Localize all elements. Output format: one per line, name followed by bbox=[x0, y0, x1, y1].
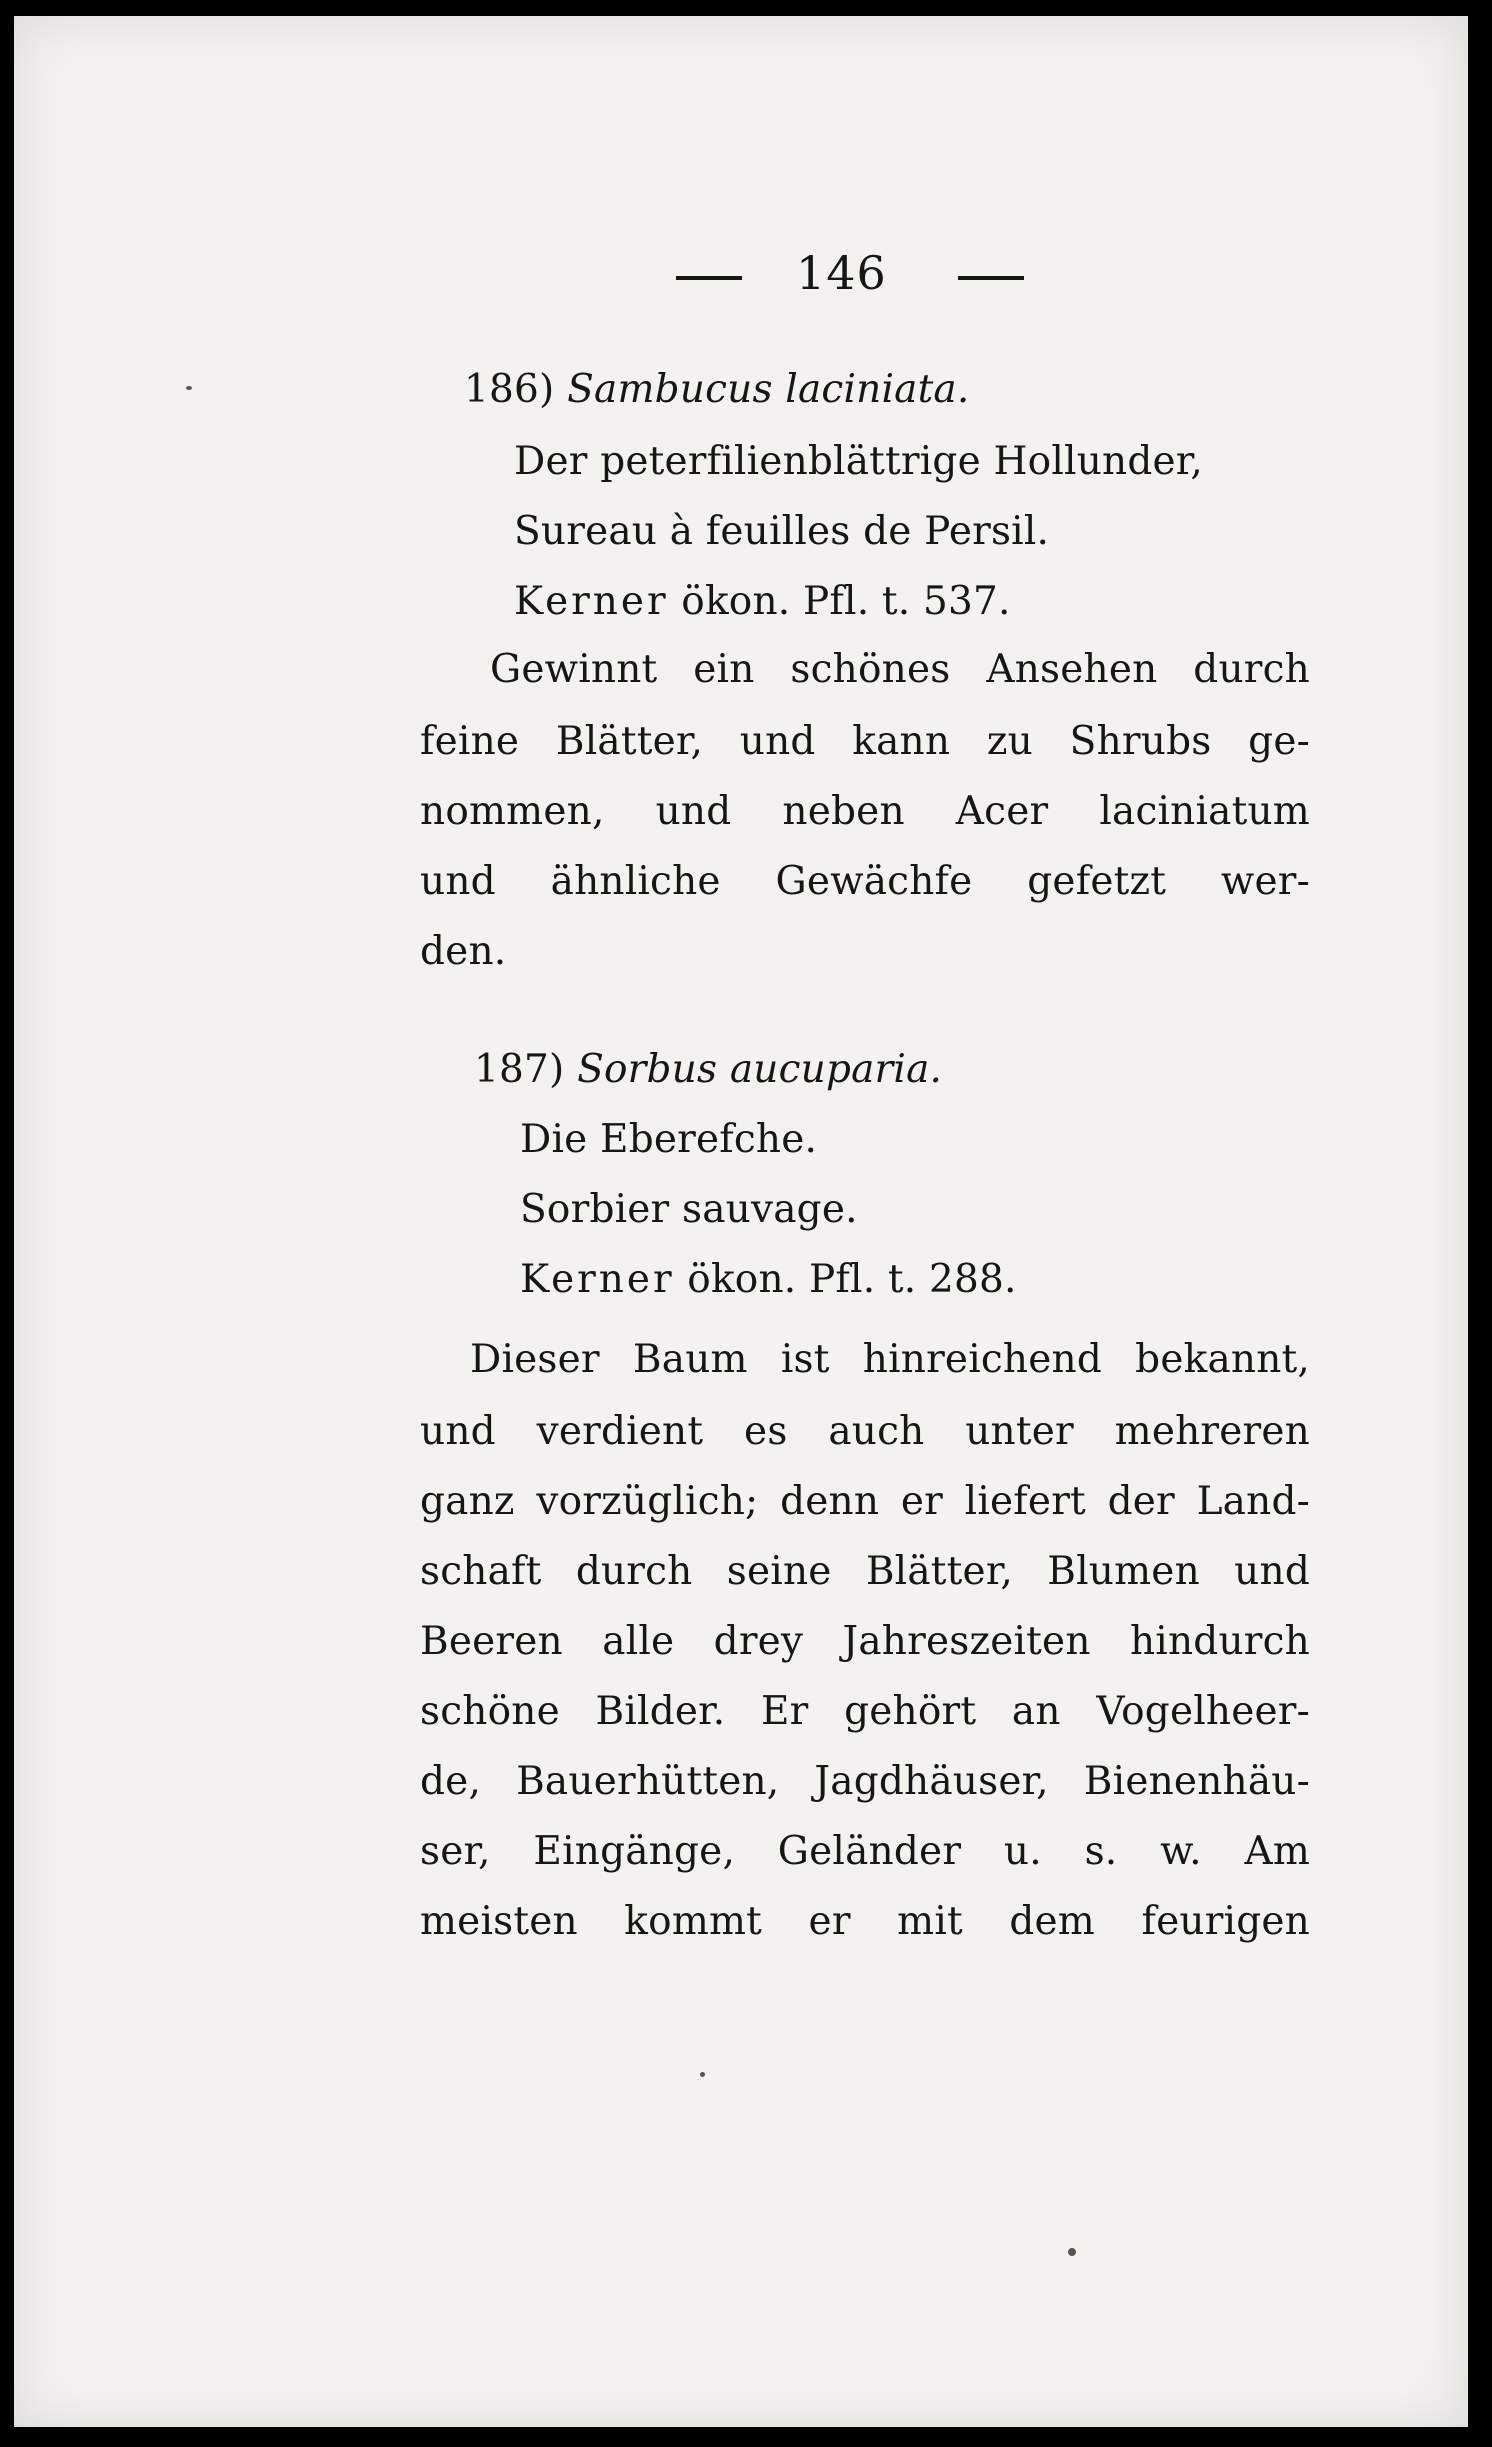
entry-186-body-line: nommen, und neben Acer laciniatum bbox=[420, 789, 1310, 834]
entry-186-reference bbox=[514, 579, 1011, 624]
entry-186-heading bbox=[464, 367, 970, 412]
page-number-dash-left bbox=[676, 276, 742, 280]
entry-187-body-line: Beeren alle drey Jahreszeiten hindurch bbox=[420, 1619, 1310, 1664]
entry-187-body-line: meisten kommt er mit dem feurigen bbox=[420, 1899, 1310, 1944]
entry-187-body-line: Dieser Baum ist hinreichend bekannt, bbox=[470, 1337, 1310, 1382]
entry-187-body-line: und verdient es auch unter mehreren bbox=[420, 1409, 1310, 1454]
entry-186-body-line: und ähnliche Gewächfe gefetzt wer- bbox=[420, 859, 1310, 904]
entry-186-body-line: feine Blätter, und kann zu Shrubs ge- bbox=[420, 719, 1310, 764]
entry-187-french-name: Sorbier sauvage. bbox=[520, 1187, 858, 1232]
entry-187-german-name: Die Eberefche. bbox=[520, 1117, 818, 1162]
entry-187-heading bbox=[474, 1047, 943, 1092]
entry-187-body-line: schöne Bilder. Er gehört an Vogelheer- bbox=[420, 1689, 1310, 1734]
entry-187-body-line: ser, Eingänge, Geländer u. s. w. Am bbox=[420, 1829, 1310, 1874]
reference-author: Kerner bbox=[520, 1257, 675, 1302]
scan-speck bbox=[700, 2072, 705, 2077]
reference-detail: ökon. Pfl. t. 537. bbox=[681, 579, 1011, 624]
book-page bbox=[14, 16, 1468, 2430]
entry-186-body-line: den. bbox=[420, 929, 507, 974]
reference-detail: ökon. Pfl. t. 288. bbox=[687, 1257, 1017, 1302]
entry-number: 186) bbox=[464, 367, 555, 412]
entry-187-body-line: de, Bauerhütten, Jagdhäuser, Bienenhäu- bbox=[420, 1759, 1310, 1804]
page-number: 146 bbox=[796, 246, 887, 300]
latin-name: Sambucus laciniata. bbox=[567, 367, 970, 412]
page-number-dash-right bbox=[958, 276, 1024, 280]
scan-speck bbox=[186, 386, 192, 390]
scan-border-bottom bbox=[0, 2427, 1492, 2447]
entry-186-german-name: Der peterfilienblättrige Hollunder, bbox=[514, 439, 1203, 484]
entry-187-reference bbox=[520, 1257, 1017, 1302]
entry-187-body-line: ganz vorzüglich; denn er liefert der Land- bbox=[420, 1479, 1310, 1524]
reference-author: Kerner bbox=[514, 579, 669, 624]
entry-186-french-name: Sureau à feuilles de Persil. bbox=[514, 509, 1050, 554]
latin-name: Sorbus aucuparia. bbox=[577, 1047, 943, 1092]
entry-187-body-line: schaft durch seine Blätter, Blumen und bbox=[420, 1549, 1310, 1594]
scan-border-right bbox=[1468, 0, 1492, 2447]
entry-number: 187) bbox=[474, 1047, 565, 1092]
entry-186-body-line: Gewinnt ein schönes Ansehen durch bbox=[490, 647, 1310, 692]
scan-speck bbox=[1068, 2248, 1076, 2256]
